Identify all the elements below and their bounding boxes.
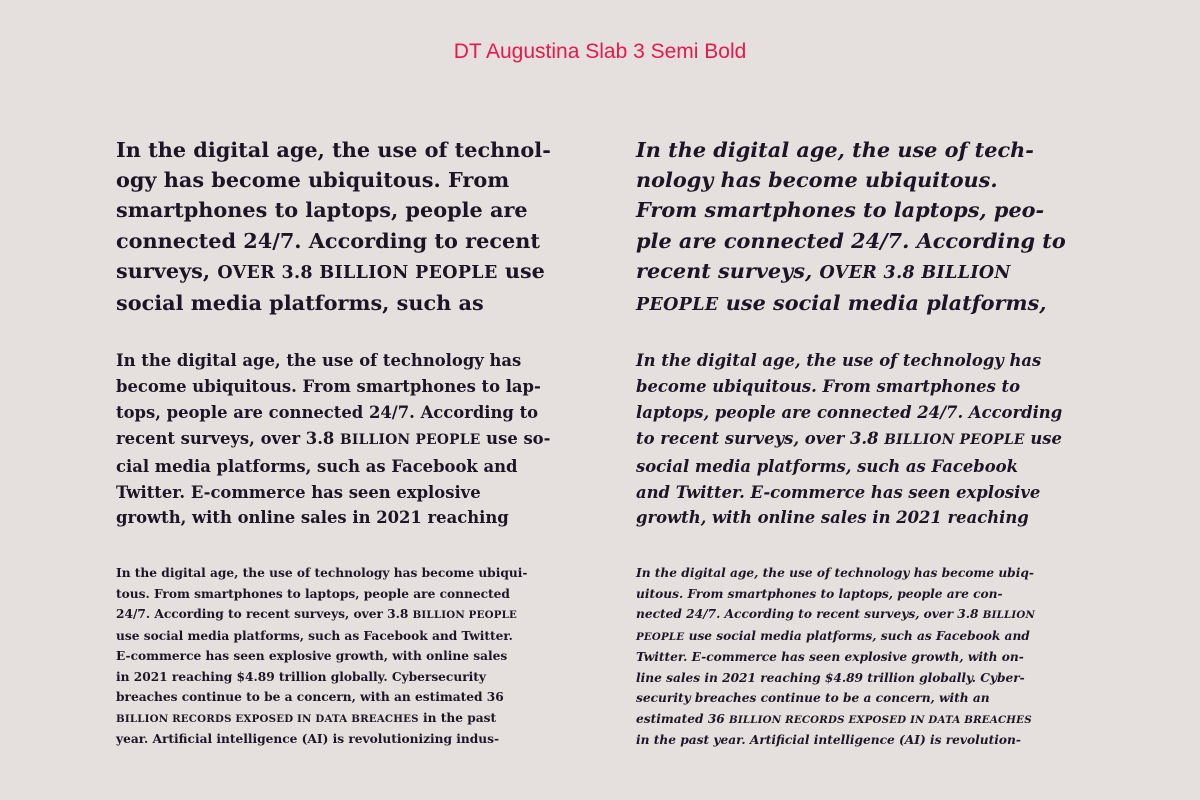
text-run: cial media platforms, such as Facebook and bbox=[116, 456, 518, 476]
specimen-line bbox=[116, 687, 586, 708]
text-run: year. Artificial intelligence (AI) is revolutionizing indus- bbox=[116, 732, 500, 746]
small-caps-run: BILLION PEOPLE bbox=[884, 431, 1025, 448]
specimen-line bbox=[636, 647, 1106, 668]
specimen-line bbox=[636, 374, 1106, 400]
text-run: estimated 36 bbox=[636, 711, 730, 726]
specimen-line bbox=[116, 426, 586, 454]
text-run: use bbox=[1024, 428, 1062, 448]
text-run: ogy has become ubiquitous. From bbox=[116, 167, 510, 193]
text-run: to recent surveys, over 3.8 bbox=[636, 428, 885, 448]
text-run: use so- bbox=[480, 428, 551, 448]
text-run: surveys, bbox=[116, 257, 218, 283]
small-caps-run: OVER 3.8 BILLION bbox=[819, 262, 1011, 283]
page-title: DT Augustina Slab 3 Semi Bold bbox=[453, 40, 747, 63]
text-run: In the digital age, the use of technology has become ubiqui- bbox=[116, 566, 528, 580]
specimen-line bbox=[636, 400, 1106, 426]
text-run: nected 24/7. According to recent surveys, over 3.8 bbox=[636, 607, 983, 621]
small-caps-run: PEOPLE bbox=[636, 295, 719, 316]
specimen-line bbox=[116, 400, 586, 426]
specimen-line bbox=[116, 288, 586, 318]
text-run: In the digital age, the use of technology has bbox=[116, 351, 522, 370]
text-run: uitous. From smartphones to laptops, people are con- bbox=[636, 586, 1003, 601]
specimen-line bbox=[116, 626, 586, 647]
text-run: recent surveys, over 3.8 bbox=[116, 428, 341, 448]
text-run: growth, with online sales in 2021 reaching bbox=[636, 508, 1029, 528]
specimen-line bbox=[636, 604, 1106, 626]
specimen-line bbox=[636, 626, 1106, 648]
specimen-line bbox=[116, 584, 586, 605]
text-run: In the digital age, the use of technol- bbox=[116, 137, 551, 162]
text-run: become ubiquitous. From smartphones to lap- bbox=[116, 376, 541, 396]
text-run: nology has become ubiquitous. bbox=[636, 167, 998, 193]
text-run: tops, people are connected 24/7. According to bbox=[116, 402, 539, 422]
small-caps-run: PEOPLE bbox=[636, 630, 685, 643]
small-caps-run: BILLION RECORDS EXPOSED IN DATA BREACHES bbox=[729, 713, 1032, 726]
specimen-line bbox=[116, 480, 586, 506]
text-run: In the digital age, the use of tech- bbox=[636, 137, 1034, 162]
specimen-line bbox=[116, 195, 586, 225]
small-caps-run: BILLION RECORDS EXPOSED IN DATA BREACHES bbox=[116, 712, 419, 725]
text-run: become ubiquitous. From smartphones to bbox=[636, 376, 1021, 396]
medium-italic-specimen bbox=[636, 348, 1106, 531]
specimen-line bbox=[636, 584, 1106, 605]
specimen-line bbox=[116, 256, 586, 288]
text-run: From smartphones to laptops, peo- bbox=[636, 197, 1045, 223]
specimen-line bbox=[116, 729, 586, 750]
text-run: breaches continue to be a concern, with an estimated 36 bbox=[116, 690, 504, 704]
text-run: use social media platforms, such as Facebook and bbox=[684, 628, 1030, 643]
text-run: use bbox=[497, 257, 545, 283]
small-italic-specimen bbox=[636, 563, 1106, 751]
specimen-line bbox=[116, 646, 586, 667]
text-run: use social media platforms, such as Facebook and Twitter. bbox=[116, 628, 513, 643]
specimen-line bbox=[116, 505, 586, 531]
specimen-line bbox=[116, 708, 586, 730]
specimen-line bbox=[636, 195, 1106, 225]
text-run: in the past year. Artificial intelligence (AI) is revolution- bbox=[636, 733, 1021, 747]
specimen-line bbox=[636, 730, 1106, 751]
text-run: E-commerce has seen explosive growth, with online sales bbox=[116, 649, 508, 663]
text-run: social media platforms, such as Facebook bbox=[636, 456, 1018, 476]
specimen-line bbox=[636, 480, 1106, 506]
specimen-line bbox=[116, 374, 586, 400]
specimen-line bbox=[636, 668, 1106, 689]
specimen-line bbox=[636, 288, 1106, 320]
specimen-line bbox=[636, 505, 1106, 531]
small-caps-run: OVER 3.8 BILLION PEOPLE bbox=[217, 262, 498, 283]
text-run: in 2021 reaching $4.89 trillion globally. Cybersecurity bbox=[116, 669, 486, 684]
specimen-line bbox=[116, 667, 586, 688]
text-run: growth, with online sales in 2021 reaching bbox=[116, 508, 509, 528]
text-run: Twitter. E-commerce has seen explosive bbox=[116, 482, 481, 502]
text-run: in the past bbox=[418, 710, 497, 725]
text-run: use social media platforms, bbox=[718, 290, 1047, 316]
text-run: recent surveys, bbox=[636, 257, 820, 283]
large-italic-specimen bbox=[636, 135, 1106, 320]
text-run: smartphones to laptops, people are bbox=[116, 197, 528, 223]
text-run: laptops, people are connected 24/7. According bbox=[636, 402, 1063, 422]
specimen-line bbox=[636, 226, 1106, 256]
text-run: 24/7. According to recent surveys, over 3.8 bbox=[116, 607, 413, 621]
specimen-line bbox=[636, 709, 1106, 731]
specimen-line bbox=[636, 348, 1106, 374]
specimen-line bbox=[116, 348, 586, 374]
specimen-line bbox=[636, 426, 1106, 454]
large-roman-specimen bbox=[116, 135, 586, 318]
specimen-line bbox=[116, 454, 586, 480]
specimen-line bbox=[636, 256, 1106, 288]
small-roman-specimen bbox=[116, 563, 586, 750]
specimen-line bbox=[636, 688, 1106, 709]
specimen-line bbox=[116, 604, 586, 626]
specimen-line bbox=[116, 563, 586, 584]
medium-roman-specimen bbox=[116, 348, 586, 531]
text-run: Twitter. E-commerce has seen explosive growth, with on- bbox=[636, 650, 1024, 664]
text-run: security breaches continue to be a concern, with an bbox=[636, 691, 990, 705]
specimen-line bbox=[636, 454, 1106, 480]
specimen-line bbox=[116, 165, 586, 195]
small-caps-run: BILLION bbox=[982, 609, 1036, 621]
text-run: social media platforms, such as bbox=[116, 290, 484, 316]
text-run: connected 24/7. According to recent bbox=[116, 227, 540, 253]
text-run: ple are connected 24/7. According to bbox=[636, 227, 1066, 253]
specimen-line bbox=[116, 135, 586, 165]
small-caps-run: BILLION PEOPLE bbox=[340, 431, 481, 448]
text-run: tous. From smartphones to laptops, people are connected bbox=[116, 586, 510, 601]
specimen-line bbox=[636, 165, 1106, 195]
specimen-line bbox=[116, 226, 586, 256]
text-run: In the digital age, the use of technology has bbox=[636, 351, 1042, 370]
text-run: line sales in 2021 reaching $4.89 trillion globally. Cyber- bbox=[636, 670, 1025, 685]
text-run: and Twitter. E-commerce has seen explosive bbox=[636, 482, 1041, 502]
specimen-line bbox=[636, 135, 1106, 165]
specimen-line bbox=[636, 563, 1106, 584]
small-caps-run: BILLION PEOPLE bbox=[412, 609, 518, 621]
text-run: In the digital age, the use of technology has become ubiq- bbox=[636, 566, 1034, 580]
